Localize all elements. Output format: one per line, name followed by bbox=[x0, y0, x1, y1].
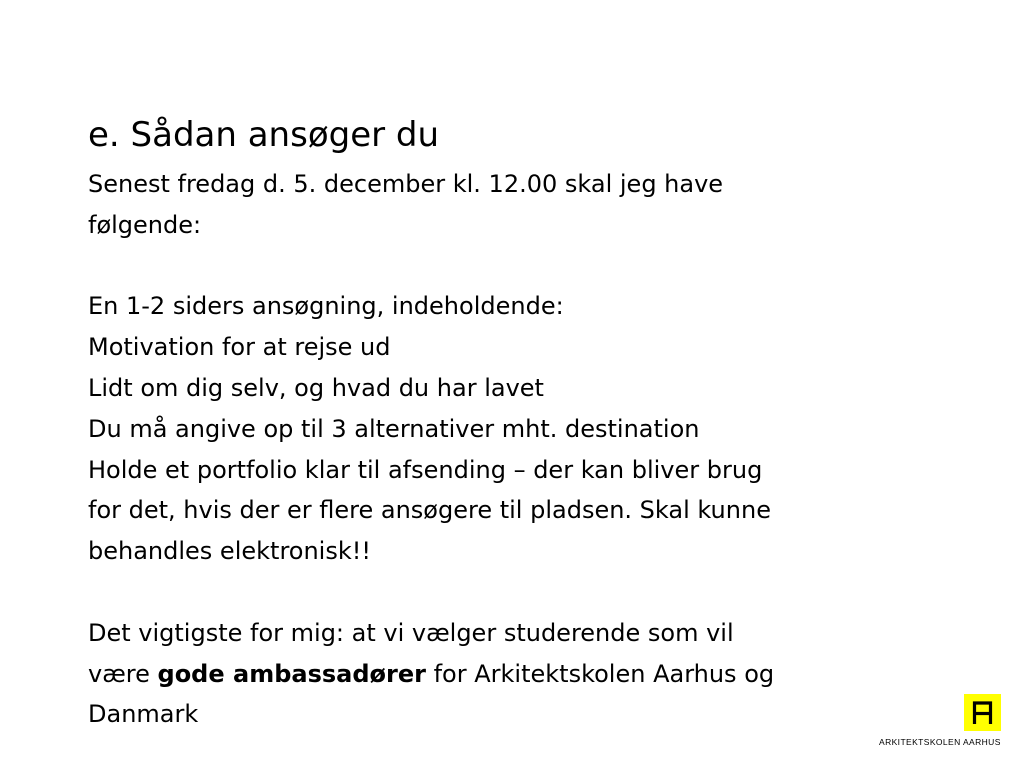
logo-text: ARKITEKTSKOLEN AARHUS bbox=[879, 737, 1001, 747]
slide-body bbox=[88, 164, 948, 735]
body-line: følgende: bbox=[88, 210, 202, 239]
body-line: Senest fredag d. 5. december kl. 12.00 skal jeg have bbox=[88, 170, 724, 198]
body-line: behandles elektronisk!! bbox=[88, 537, 371, 566]
emphasis-bold-text: gode ambassadører bbox=[157, 659, 426, 688]
body-line: Du må angive op til 3 alternativer mht. destination bbox=[88, 414, 700, 443]
body-line-emphasis bbox=[88, 654, 948, 695]
body-line: Motivation for at rejse ud bbox=[88, 333, 391, 362]
body-line: En 1-2 siders ansøgning, indeholdende: bbox=[88, 292, 564, 321]
body-line: Danmark bbox=[88, 700, 199, 729]
slide-title: e. Sådan ansøger du bbox=[88, 115, 440, 155]
blank-line bbox=[88, 572, 948, 613]
body-line: for det, hvis der er flere ansøgere til pladsen. Skal kunne bbox=[88, 496, 771, 525]
emphasis-suffix: for Arkitektskolen Aarhus og bbox=[425, 659, 775, 688]
school-logo bbox=[876, 694, 1006, 752]
body-line: Lidt om dig selv, og hvad du har lavet bbox=[88, 373, 544, 402]
emphasis-prefix: være bbox=[88, 659, 158, 688]
body-line: Holde et portfolio klar til afsending – der kan bliver brug bbox=[88, 455, 763, 484]
aarhus-a-logo-icon bbox=[964, 694, 1001, 731]
body-line: Det vigtigste for mig: at vi vælger studerende som vil bbox=[88, 618, 734, 647]
blank-line bbox=[88, 246, 948, 287]
